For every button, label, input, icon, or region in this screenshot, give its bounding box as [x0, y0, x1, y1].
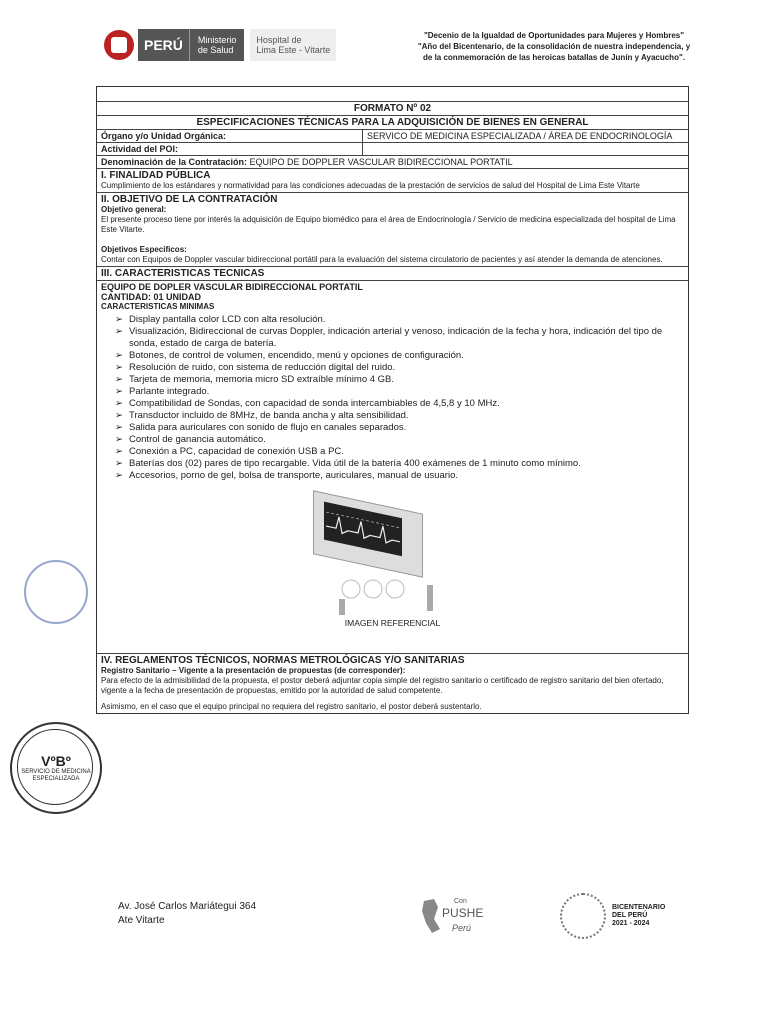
blank-row — [97, 87, 688, 102]
signature-stamp-icon — [24, 560, 88, 624]
arrow-bullet-icon: ➢ — [115, 326, 123, 337]
hospital-label: Hospital de Lima Este - Vitarte — [250, 29, 336, 61]
arrow-bullet-icon: ➢ — [115, 422, 123, 433]
footer-address: Av. José Carlos Mariátegui 364 Ate Vitarte — [118, 901, 257, 926]
finalidad-section — [97, 169, 688, 193]
finalidad-text: Cumplimiento de los estándares y normatividad para las condiciones adecuadas de la prestación de servicios de salud del Hospital de Lima Este Vitarte — [101, 181, 640, 190]
organo-label: Órgano y/o Unidad Orgánica: — [97, 130, 363, 142]
organo-value: SERVICO DE MEDICINA ESPECIALIZADA / ÁREA DE ENDOCRINOLOGÍA — [367, 131, 673, 141]
list-item: ➢ Salida para auriculares con sonido de flujo en canales separados. — [115, 422, 407, 433]
arrow-bullet-icon: ➢ — [115, 434, 123, 445]
arrow-bullet-icon: ➢ — [115, 410, 123, 421]
arrow-bullet-icon: ➢ — [115, 350, 123, 361]
doc-title: ESPECIFICACIONES TÉCNICAS PARA LA ADQUISICIÓN DE BIENES EN GENERAL — [97, 116, 688, 130]
vb-stamp — [10, 722, 102, 814]
bicentenario-logo — [560, 893, 665, 939]
doppler-device-image — [313, 490, 423, 577]
arrow-bullet-icon: ➢ — [115, 314, 123, 325]
ministerio-label: Ministerio de Salud — [189, 29, 245, 61]
denominacion-row — [97, 156, 688, 169]
minimas-title: CARACTERISTICAS MINIMAS — [101, 302, 215, 311]
header-logo — [104, 28, 360, 62]
arrow-bullet-icon: ➢ — [115, 458, 123, 469]
list-item: ➢ Display pantalla color LCD con alta resolución. — [115, 314, 326, 325]
peru-crest-icon — [104, 30, 134, 60]
device-screen — [324, 502, 402, 557]
cantidad: CANTIDAD: 01 UNIDAD — [101, 292, 202, 302]
objetivo-title: II. OBJETIVO DE LA CONTRATACIÓN — [101, 194, 278, 205]
bicentenario-text: BICENTENARIO DEL PERÚ 2021 - 2024 — [612, 904, 666, 927]
pusehe-logo-icon — [420, 893, 490, 937]
arrow-bullet-icon: ➢ — [115, 374, 123, 385]
probes-icon — [331, 577, 451, 617]
list-item: ➢ Visualización, Bidireccional de curvas Doppler, indicación arterial y venoso, indicación de la fecha y hora, indicación del tipo de sonda, estado de carga de batería. — [115, 326, 663, 349]
list-item: ➢ Compatibilidad de Sondas, con capacidad de sonda intercambiables de 4,5,8 y 10 MHz. — [115, 398, 500, 409]
obj-general-text: El presente proceso tiene por interés la adquisición de Equipo biomédico para el área de Endocrinología / Servicio de medicina especializada del hospital de Lima Este Vitarte. — [101, 215, 676, 234]
reglamentos-title: IV. REGLAMENTOS TÉCNICOS, NORMAS METROLÓGICAS Y/O SANITARIAS — [101, 655, 465, 666]
list-item: ➢ Control de ganancia automático. — [115, 434, 266, 445]
list-item: ➢ Parlante integrado. — [115, 386, 210, 397]
poi-value — [363, 143, 688, 155]
list-item: ➢ Resolución de ruido, con sistema de reducción digital del ruido. — [115, 362, 396, 373]
peru-label: PERÚ — [138, 29, 189, 61]
obj-especificos-text: Contar con Equipos de Doppler vascular bidireccional portátil para la evaluación del sistema circulatorio de pacientes y así atender la demanda de atenciones. — [101, 255, 663, 264]
arrow-bullet-icon: ➢ — [115, 446, 123, 457]
finalidad-title: I. FINALIDAD PÚBLICA — [101, 170, 211, 181]
pusehe-logo — [420, 893, 490, 937]
reference-image — [101, 482, 684, 652]
stamp-vb: VºBº — [41, 753, 71, 769]
stamp-ring — [17, 729, 93, 805]
waveform-icon — [324, 502, 402, 557]
arrow-bullet-icon: ➢ — [115, 470, 123, 481]
equipo-title: EQUIPO DE DOPLER VASCULAR BIDIRECCIONAL PORTATIL — [101, 282, 363, 292]
denominacion-label: Denominación de la Contratación: — [101, 157, 248, 167]
spec-list — [101, 314, 684, 482]
denominacion-value: EQUIPO DE DOPPLER VASCULAR BIDIRECCIONAL PORTATIL — [249, 157, 513, 167]
svg-text:PUSHE: PUSHE — [442, 906, 484, 920]
list-item: ➢ Tarjeta de memoria, memoria micro SD extraíble mínimo 4 GB. — [115, 374, 395, 385]
stamp-inner: SERVICIO DE MEDICINA ESPECIALIZADA — [21, 769, 91, 782]
decenio-text: "Decenio de la Igualdad de Oportunidades para Mujeres y Hombres" "Año del Bicentenario, de la consolidación de nuestra independencia, y de la conmemoración de las heroicas batallas de Junín y Ayacucho". — [417, 31, 691, 62]
obj-especificos-label: Objetivos Especificos: — [101, 245, 187, 254]
arrow-bullet-icon: ➢ — [115, 386, 123, 397]
poi-row — [97, 143, 688, 156]
obj-general-label: Objetivo general: — [101, 205, 167, 214]
list-item: ➢ Conexión a PC, capacidad de conexión USB a PC. — [115, 446, 344, 457]
caract-title: III. CARACTERISTICAS TECNICAS — [97, 267, 688, 281]
asimismo-text: Asimismo, en el caso que el equipo principal no requiera del registro sanitario, el postor deberá sustentarlo. — [101, 702, 482, 711]
objetivo-section — [97, 193, 688, 267]
list-item: ➢ Accesorios, porno de gel, bolsa de transporte, auriculares, manual de usuario. — [115, 470, 458, 481]
poi-label: Actividad del POI: — [97, 143, 363, 155]
spec-document — [96, 86, 689, 714]
organo-row — [97, 130, 688, 143]
svg-text:Perú: Perú — [452, 923, 472, 933]
list-item: ➢ Baterías dos (02) pares de tipo recargable. Vida útil de la batería 400 exámenes de 1 minuto como mínimo. — [115, 458, 581, 469]
imagen-caption: IMAGEN REFERENCIAL — [344, 618, 441, 628]
formato-title: FORMATO Nº 02 — [97, 102, 688, 116]
arrow-bullet-icon: ➢ — [115, 362, 123, 373]
registro-text: Para efecto de la admisibilidad de la propuesta, el postor deberá adjuntar copia simple del registro sanitario o certificado de registro sanitario del bien ofertado, vigente a la fecha de presentación de propuestas, emitido por la autoridad de salud competente. — [101, 676, 664, 695]
reglamentos-section — [97, 654, 688, 713]
bicentenario-sun-icon — [560, 893, 606, 939]
list-item: ➢ Transductor incluido de 8MHz, de banda ancha y alta sensibilidad. — [115, 410, 409, 421]
caract-section — [97, 281, 688, 654]
arrow-bullet-icon: ➢ — [115, 398, 123, 409]
list-item: ➢ Botones, de control de volumen, encendido, menú y opciones de configuración. — [115, 350, 464, 361]
registro-label: Registro Sanitario – Vigente a la presentación de propuestas (de corresponder): — [101, 666, 406, 675]
svg-text:Con: Con — [454, 898, 467, 905]
